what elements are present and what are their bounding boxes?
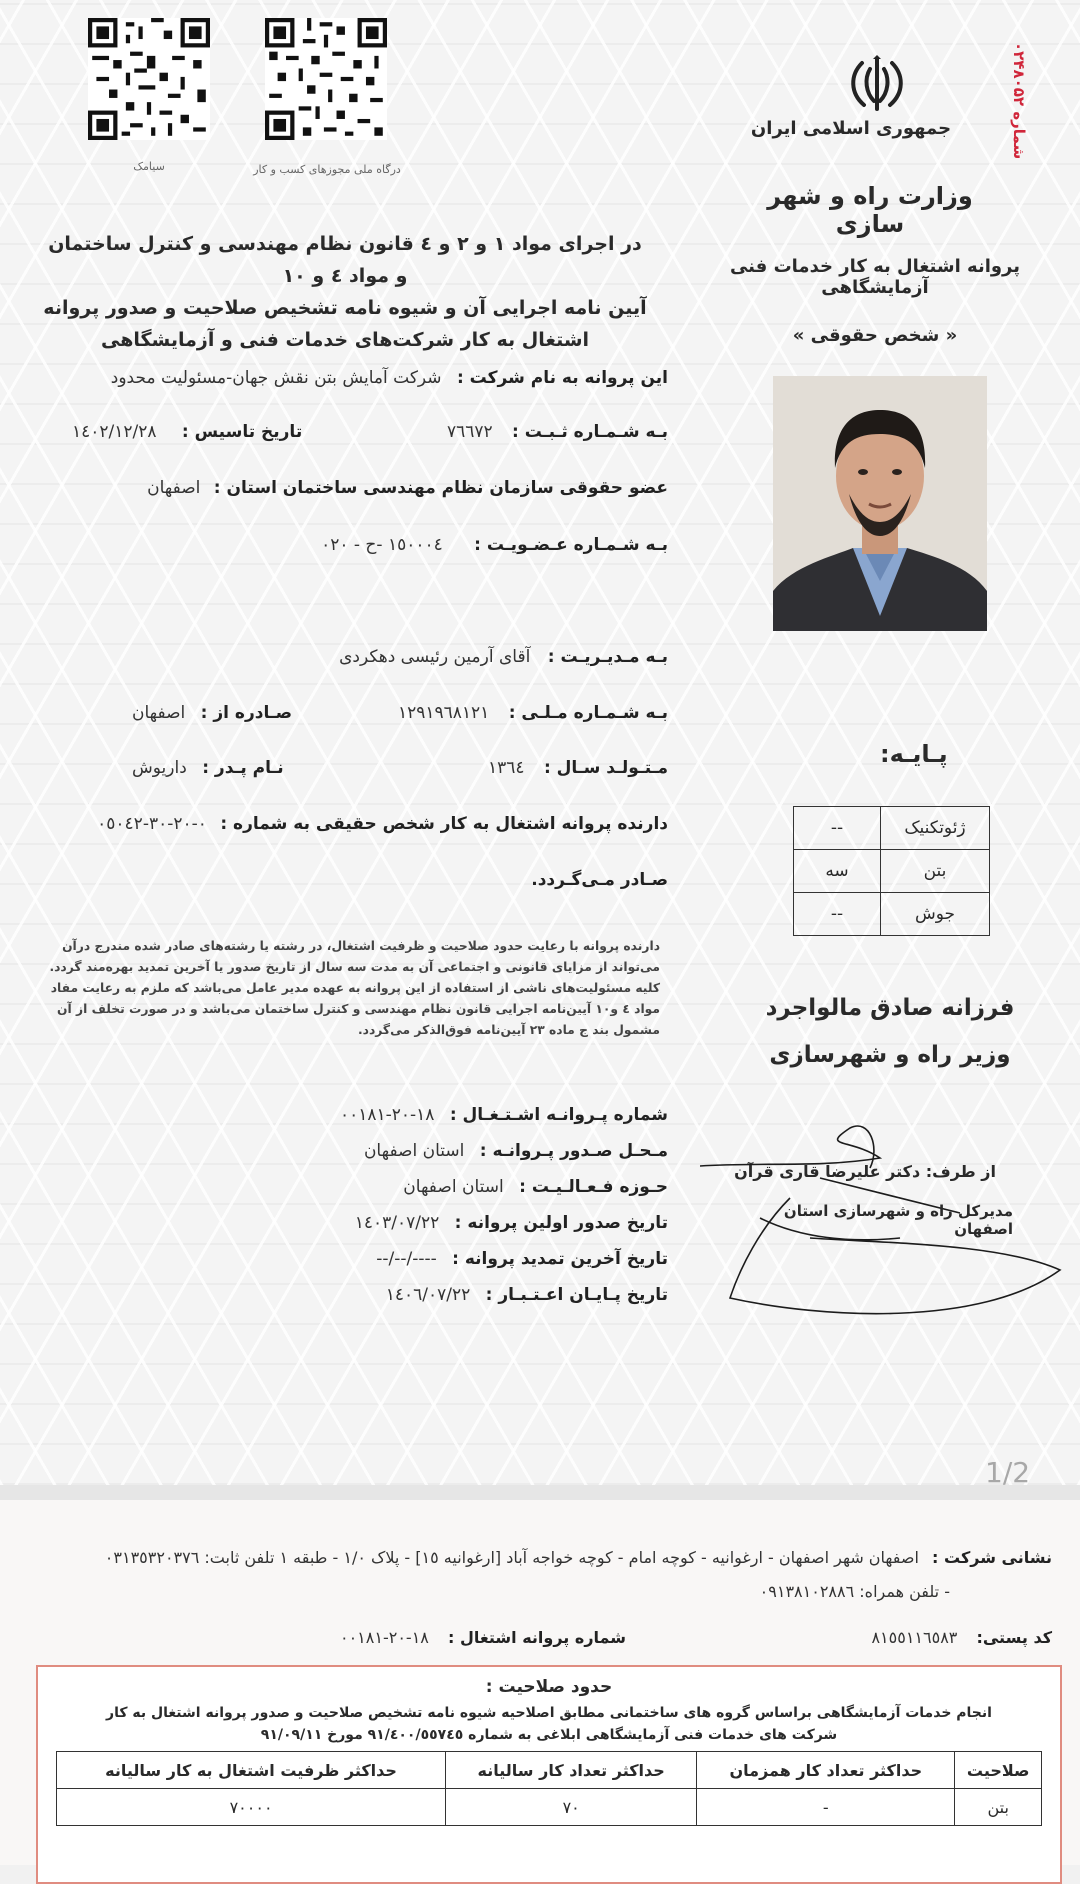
signature-on-behalf: از طرف: دکتر علیرضا قاری قرآن xyxy=(734,1162,996,1181)
membership-row xyxy=(321,535,668,555)
birth-year-row xyxy=(488,758,668,778)
field-cell: ژئوتکنیک xyxy=(881,807,990,850)
table-cell: - xyxy=(697,1789,955,1826)
last-renewal-label: تاریخ آخرین تمدید پروانه : xyxy=(452,1249,668,1269)
base-title: پـایـه: xyxy=(880,740,948,768)
republic-title: جمهوری اسلامی ایران xyxy=(750,118,952,139)
serial-number: شماره ۰۲۴۸۰۵۲ xyxy=(1010,42,1028,160)
founded-label: تاریخ تاسیس : xyxy=(181,422,303,442)
iran-emblem-icon xyxy=(842,55,912,115)
first-issue-date: ١٤٠٣/٠٧/٢٢ xyxy=(354,1213,440,1233)
table-row xyxy=(794,850,990,893)
birth-year: ١٣٦٤ xyxy=(488,758,525,778)
signature-role: مدیرکل راه و شهرسازی استان اصفهان xyxy=(783,1202,1013,1238)
last-renewal-date: ----/--/-- xyxy=(376,1249,437,1269)
father-label: نـام پـدر : xyxy=(202,758,284,778)
holder-number: ٠-٢٠-٣٠-٠٥٠٤٢ xyxy=(97,814,207,834)
address-label: نشانی شرکت : xyxy=(932,1548,1052,1567)
expiry-date: ١٤٠٦/٠٧/٢٢ xyxy=(385,1285,471,1305)
company-name-row xyxy=(111,368,668,388)
membership-number: ١٥٠٠٠٤ -ح - ٠٢٠ xyxy=(321,535,443,555)
notice-line: می‌تواند از مزایای قانونی و اجتماعی آن به مدت سه سال از تاریخ صدور یا آخرین تمدید بهره‌مند گردد. xyxy=(49,960,660,974)
postal-label: کد پستی: xyxy=(976,1628,1052,1647)
first-issue-label: تاریخ صدور اولین پروانه : xyxy=(454,1213,668,1233)
issued-from: اصفهان xyxy=(132,703,186,723)
notice-line: دارنده پروانه با رعایت حدود صلاحیت و ظرفیت اشتغال، در رشته یا رشته‌های صادر شده مندرج درآن xyxy=(62,939,660,953)
field-cell: بتن xyxy=(881,850,990,893)
member-row xyxy=(147,478,668,498)
notice-line: مشمول بند ج ماده ٢٣ آیین‌نامه فوق‌الذکر می‌گردد. xyxy=(357,1023,660,1037)
national-id-label: بـه شـمـاره مـلـی : xyxy=(508,703,668,723)
issued-from-row xyxy=(132,703,292,723)
certificate-page-2 xyxy=(0,1500,1080,1865)
holder-label: دارنده پروانه اشتغال به کار شخص حقیقی به شماره : xyxy=(220,814,668,834)
ministry-title: وزارت راه و شهر سازی xyxy=(767,182,973,238)
column-header: حداکثر تعداد کار همزمان xyxy=(697,1752,955,1789)
competence-box xyxy=(36,1665,1062,1884)
father-name: داریوش xyxy=(132,758,187,778)
postal-row xyxy=(871,1628,1052,1647)
page2-license-label: شماره پروانه اشتغال : xyxy=(447,1628,626,1647)
intro-line-1: در اجرای مواد ۱ و ۲ و ٤ قانون نظام مهندسی و کنترل ساختمان و مواد ٤ و ۱۰ xyxy=(48,233,642,287)
competence-title: حدود صلاحیت : xyxy=(485,1677,613,1697)
manager-row xyxy=(339,647,668,667)
manager-label: بـه مـدیـریـت : xyxy=(547,647,668,667)
issue-place-label: مـحـل صـدور پـروانـه : xyxy=(479,1141,668,1161)
page2-license-row xyxy=(340,1628,626,1647)
intro-line-2: آیین نامه اجرایی آن و شیوه نامه تشخیص صلاحیت و صدور پروانه xyxy=(43,297,647,319)
national-id: ١٢٩١٩٦٨١٢١ xyxy=(397,703,490,723)
license-number-row xyxy=(340,1105,668,1125)
issue-place-row xyxy=(364,1141,668,1161)
notice-line: مواد ٤ و١٠ آیین‌نامه اجرایی قانون نظام مهندسی و کنترل ساختمان می‌باشد و در صورت تخلف از آن xyxy=(57,1002,660,1016)
member-province: اصفهان xyxy=(147,478,201,498)
column-header: صلاحیت xyxy=(955,1752,1042,1789)
address-row xyxy=(22,1548,1052,1567)
registration-number: ٧٦٦٧٢ xyxy=(446,422,493,442)
mobile-phone: - تلفن همراه: ٠٩١٣٨١٠٢٨٨٦ xyxy=(759,1582,950,1601)
issued-from-label: صـادره از : xyxy=(200,703,293,723)
membership-label: بـه شـمـاره عـضـویـت : xyxy=(474,535,668,555)
field-cell: جوش xyxy=(881,893,990,936)
member-label: عضو حقوقی سازمان نظام مهندسی ساختمان استان : xyxy=(213,478,668,498)
base-grade-table xyxy=(793,806,990,936)
license-title: پروانه اشتغال به کار خدمات فنی آزمایشگاهی xyxy=(729,256,1021,298)
registration-label: بـه شـمـاره ثـبـت : xyxy=(512,422,668,442)
expiry-row xyxy=(386,1285,668,1305)
table-cell: ٧٠٠٠٠ xyxy=(57,1789,446,1826)
founded-date: ١٤٠٢/١٢/٢٨ xyxy=(72,422,157,442)
grade-cell: -- xyxy=(794,893,881,936)
page-separator xyxy=(0,1485,1080,1500)
expiry-label: تاریخ پـایـان اعـتـبـار : xyxy=(485,1285,668,1305)
table-cell: بتن xyxy=(955,1789,1042,1826)
issue-place: استان اصفهان xyxy=(363,1141,465,1161)
column-header: حداکثر تعداد کار سالیانه xyxy=(446,1752,697,1789)
manager-name: آقای آرمین رئیسی دهکردی xyxy=(339,647,531,667)
notice-line: کلیه مسئولیت‌های ناشی از استفاده از این پروانه به عهده مدیر عامل می‌باشد که ملزم به رعایت مفاد xyxy=(50,981,660,995)
national-id-row xyxy=(398,703,668,723)
competence-line-2: شرکت های خدمات فنی آزمایشگاهی ابلاغی به شماره ٩١/٤٠٠/٥٥٧٤٥ مورخ ٩١/٠٩/١١ xyxy=(260,1727,838,1743)
qr-caption-siamak: سیامک xyxy=(133,160,165,173)
grade-cell: -- xyxy=(794,807,881,850)
first-issue-row xyxy=(355,1213,668,1233)
issued-suffix: صـادر مـی‌گـردد. xyxy=(531,870,668,890)
minister-name: فرزانه صادق مالواجرد xyxy=(765,995,1015,1021)
column-header: حداکثر ظرفیت اشتغال به کار سالیانه xyxy=(57,1752,446,1789)
qr-code-siamak[interactable] xyxy=(88,18,210,140)
page2-license: ١٨-٢٠-٠٠١٨١ xyxy=(339,1628,429,1647)
table-row xyxy=(794,807,990,850)
holder-photo xyxy=(773,376,987,631)
activity-label: حـوزه فـعـالـیـت : xyxy=(519,1177,668,1197)
entity-type: « شخص حقوقی » xyxy=(792,325,958,346)
father-row xyxy=(132,758,284,778)
company-name: شرکت آمایش بتن نقش جهان-مسئولیت محدود xyxy=(110,368,442,388)
last-renewal-row xyxy=(376,1249,668,1269)
founded-row xyxy=(72,422,302,442)
table-row xyxy=(57,1789,1042,1826)
activity-area: استان اصفهان xyxy=(403,1177,504,1197)
intro-paragraph xyxy=(40,228,650,356)
postal-code: ٨١٥٥١١٦٥٨٣ xyxy=(871,1628,958,1647)
qr-caption-business-portal: درگاه ملی مجوزهای کسب و کار xyxy=(253,163,401,176)
registration-row xyxy=(447,422,668,442)
table-header-row xyxy=(57,1752,1042,1789)
notice-paragraph xyxy=(40,936,660,1041)
intro-line-3: اشتغال به کار شرکت‌های خدمات فنی و آزمایشگاهی xyxy=(100,329,590,351)
holder-row xyxy=(97,814,668,834)
page-indicator: 1/2 xyxy=(985,1456,1031,1485)
table-cell: ٧٠ xyxy=(446,1789,697,1826)
qr-code-business-portal[interactable] xyxy=(265,18,387,140)
license-number-label: شماره پـروانـه اشـتـغـال : xyxy=(449,1105,668,1125)
birth-year-label: مـتـولـد سـال : xyxy=(543,758,668,778)
competence-table xyxy=(56,1751,1042,1826)
grade-cell: سه xyxy=(794,850,881,893)
address: اصفهان شهر اصفهان - ارغوانیه - کوچه امام - کوچه خواجه آباد [ارغوانیه ١٥] - پلاک ١/٠ - طبقه ١ تلفن ثابت: ٠٣١٣٥٣٢٠٣٧٦ xyxy=(104,1548,919,1567)
activity-row xyxy=(403,1177,668,1197)
company-name-label: این پروانه به نام شرکت : xyxy=(456,368,668,388)
license-number: ١٨-٢٠-٠٠١٨١ xyxy=(339,1105,435,1125)
table-row xyxy=(794,893,990,936)
minister-title: وزیر راه و شهرسازی xyxy=(769,1042,1011,1068)
competence-line-1: انجام خدمات آزمایشگاهی براساس گروه های ساختمانی مطابق اصلاحیه شیوه نامه تشخیص صلاحیت و صدور پروانه اشتغال به کار xyxy=(106,1705,992,1721)
